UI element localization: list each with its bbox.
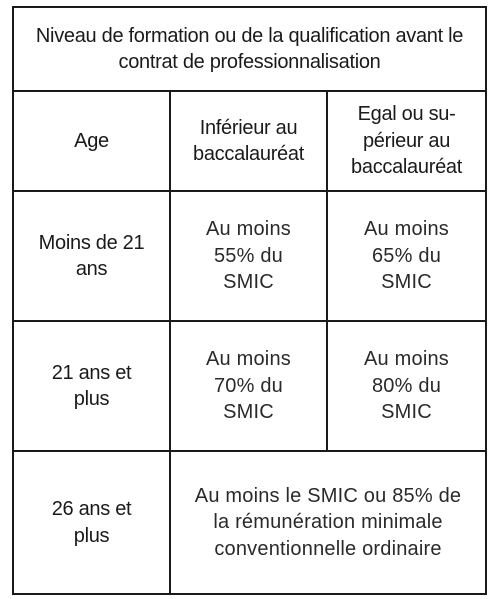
table-row: [13, 451, 486, 594]
remuneration-table: [12, 6, 487, 595]
column-header-row: [13, 91, 486, 191]
cell-21-plus-lower: [170, 321, 327, 451]
row-label-under-21: Moins de 21 ans: [13, 191, 170, 321]
column-header-bac-or-higher: Egal ou su- périeur au baccalauréat: [327, 91, 486, 191]
cell-26-plus-merged: [170, 451, 486, 594]
cell-21-plus-upper: [327, 321, 486, 451]
row-label-26-plus: 26 ans et plus: [13, 451, 170, 594]
cell-value: Au moins 70% du SMIC: [206, 348, 291, 424]
cell-value: Au moins 80% du SMIC: [364, 348, 449, 424]
column-header-age: Age: [13, 91, 170, 191]
cell-under-21-upper: [327, 191, 486, 321]
cell-value: Au moins le SMIC ou 85% de la rémunération minimale conventionnelle ordinaire: [194, 484, 462, 560]
cell-under-21-lower: [170, 191, 327, 321]
table-row: [13, 321, 486, 451]
table-row: [13, 191, 486, 321]
table-title: Niveau de formation ou de la qualification avant le contrat de professionnalisation: [13, 7, 486, 91]
cell-value: Au moins 65% du SMIC: [364, 218, 449, 294]
row-label-21-plus: 21 ans et plus: [13, 321, 170, 451]
cell-value: Au moins 55% du SMIC: [206, 218, 291, 294]
table-header-row: [13, 7, 486, 91]
column-header-lower-than-bac: Inférieur au baccalauréat: [170, 91, 327, 191]
